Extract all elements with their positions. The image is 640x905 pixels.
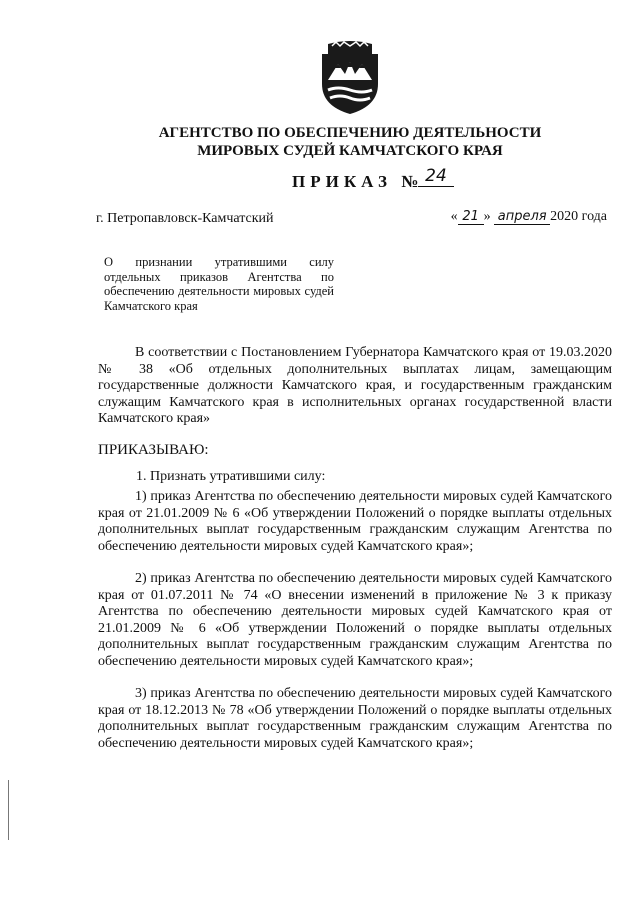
date-quote-open: «: [450, 209, 458, 224]
repealed-order-item-1: 1) приказ Агентства по обеспечению деятельности мировых судей Камчатского края от 21.01.2009 № 6 «Об утверждении Положений о порядке выплаты отдельных дополнительных выплат государственным гражданским служащим Агентства по обеспечению деятельности мировых судей Камчатского края»;: [98, 489, 612, 554]
order-subject: О признании утратившими силу отдельных приказов Агентства по обеспечению деятельности мировых судей Камчатского края: [104, 255, 334, 313]
scan-margin-mark: [8, 780, 9, 840]
date-year: 2020 года: [550, 209, 607, 224]
agency-name-line1: АГЕНТСТВО ПО ОБЕСПЕЧЕНИЮ ДЕЯТЕЛЬНОСТИ: [158, 125, 542, 141]
preamble-paragraph: В соответствии с Постановлением Губернатора Камчатского края от 19.03.2020 № 38 «Об отдельных дополнительных выплатах лицам, замещающим государственные должности Камчатского края, и государственным гражданским служащим Камчатского края в исполнительных органах государственной власти Камчатского края»: [98, 345, 612, 426]
date-quote-close: »: [483, 209, 491, 224]
order-number: 24: [418, 166, 454, 187]
order-directive-heading: ПРИКАЗЫВАЮ:: [98, 442, 209, 458]
date-month: апреля: [494, 209, 550, 225]
point-1-heading: 1. Признать утратившими силу:: [136, 469, 326, 484]
order-title: ПРИКАЗ №: [292, 172, 424, 191]
order-date: [451, 209, 607, 225]
repealed-order-item-3: 3) приказ Агентства по обеспечению деятельности мировых судей Камчатского края от 18.12.2013 № 78 «Об утверждении Положений о порядке выплаты отдельных дополнительных выплат государственным гражданским служащим Агентства по обеспечению деятельности мировых судей Камчатского края»;: [98, 686, 612, 751]
coat-of-arms-emblem: [318, 40, 382, 116]
repealed-order-item-2: 2) приказ Агентства по обеспечению деятельности мировых судей Камчатского края от 01.07.2011 № 74 «О внесении изменений в приложение № 3 к приказу Агентства по обеспечению деятельности мировых судей Камчатского края от 21.01.2009 № 6 «Об утверждении Положений о порядке выплаты отдельных дополнительных выплат государственным гражданским служащим Агентства по обеспечению деятельности мировых судей Камчатского края»;: [98, 571, 612, 669]
date-day: 21: [458, 209, 484, 225]
agency-name-line2: МИРОВЫХ СУДЕЙ КАМЧАТСКОГО КРАЯ: [197, 143, 503, 159]
agency-name: [100, 124, 600, 160]
city-label: г. Петропавловск-Камчатский: [96, 211, 274, 226]
